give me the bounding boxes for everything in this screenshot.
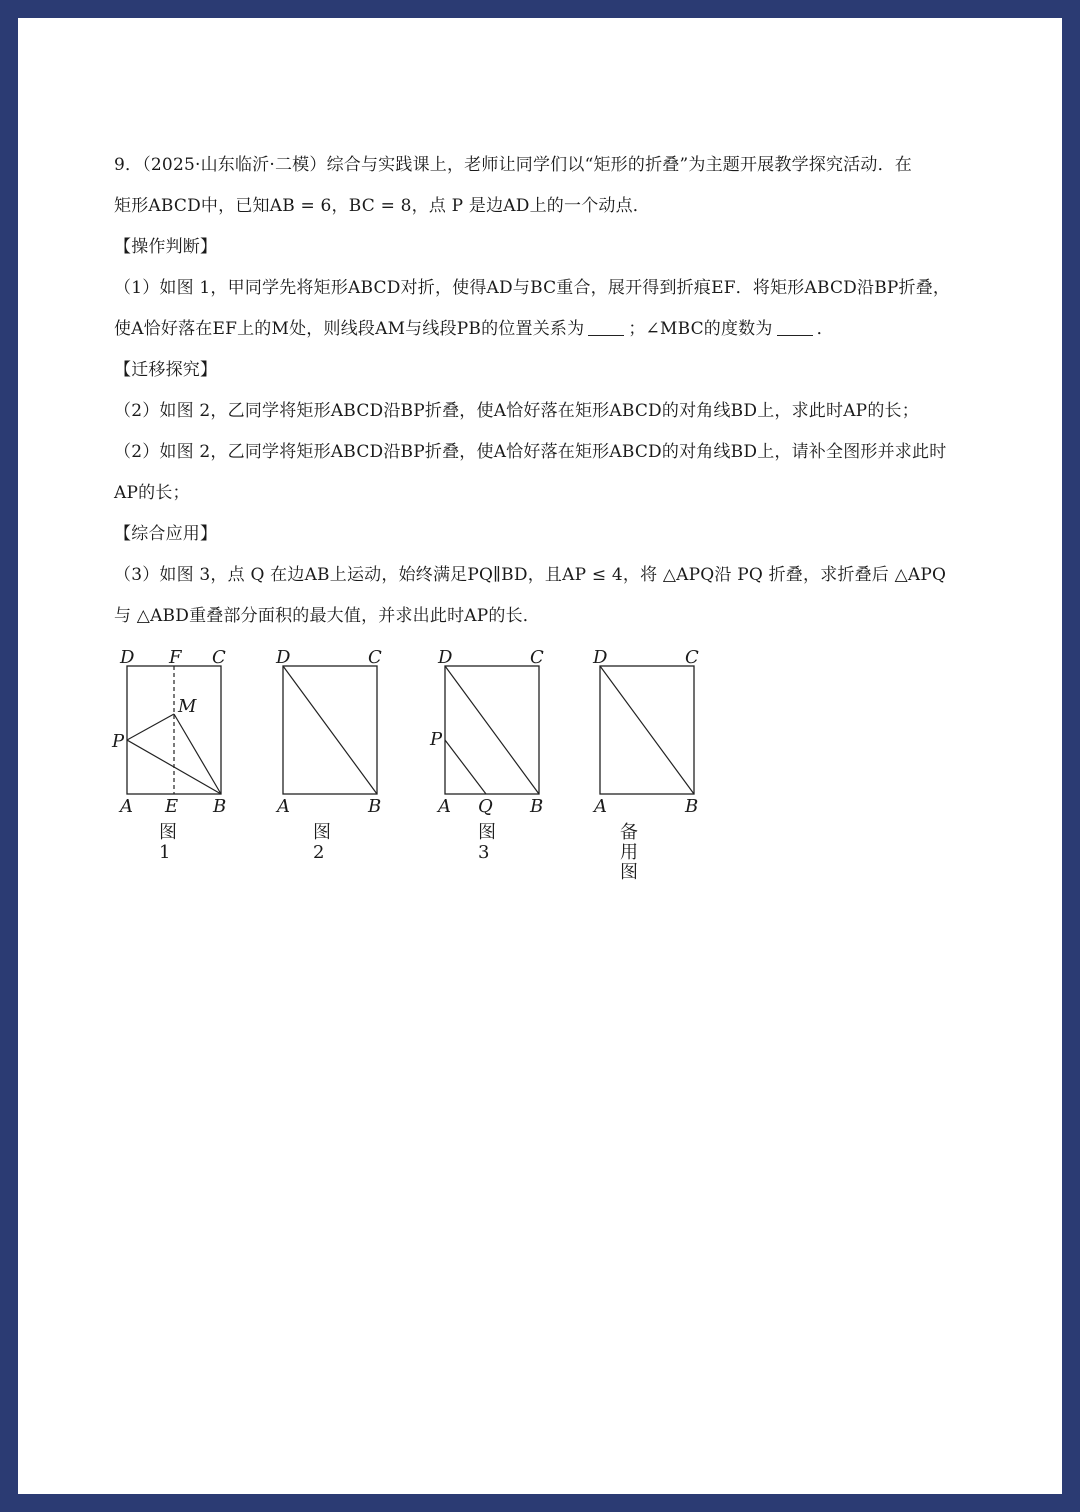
problem-line-part2-c: AP的长； bbox=[114, 483, 190, 503]
fig3-caption: 图3 bbox=[478, 822, 496, 863]
problem-line-part3-b: 与 △ABD重叠部分面积的最大值，并求出此时AP的长． bbox=[114, 606, 540, 626]
fig1-caption: 图1 bbox=[159, 822, 177, 863]
fig1-label-f: F bbox=[169, 647, 182, 668]
fig4-label-a: A bbox=[594, 796, 607, 817]
part1-text-a: 使A恰好落在EF上的M处，则线段AM与线段PB的位置关系为 bbox=[114, 319, 585, 339]
part1-text-b: ；∠MBC的度数为 bbox=[628, 319, 773, 339]
fig1-label-c: C bbox=[212, 647, 226, 668]
fig1-label-m: M bbox=[178, 696, 197, 717]
problem-line-part3-a: （3）如图 3，点 Q 在边AB上运动，始终满足PQ∥BD，且AP ≤ 4，将 △APQ沿 PQ 折叠，求折叠后 △APQ bbox=[114, 565, 947, 585]
fig4-label-c: C bbox=[685, 647, 699, 668]
fig4-caption: 备用图 bbox=[620, 822, 638, 883]
part1-text-c: ． bbox=[816, 319, 834, 339]
fig2-label-b: B bbox=[368, 796, 382, 817]
fig3-label-a: A bbox=[438, 796, 451, 817]
fig1-label-d: D bbox=[120, 647, 135, 668]
problem-line-part2-b: （2）如图 2，乙同学将矩形ABCD沿BP折叠，使A恰好落在矩形ABCD的对角线BD上，请补全图形并求此时 bbox=[114, 442, 947, 462]
fig2-label-a: A bbox=[277, 796, 290, 817]
section-heading-application: 【综合应用】 bbox=[114, 524, 218, 544]
fig2-label-d: D bbox=[276, 647, 291, 668]
document-page bbox=[18, 18, 1062, 1494]
problem-line-2: 矩形ABCD中，已知AB = 6，BC = 8，点 P 是边AD上的一个动点． bbox=[114, 196, 650, 216]
fig3-label-d: D bbox=[438, 647, 453, 668]
section-heading-operation: 【操作判断】 bbox=[114, 237, 218, 257]
fig1-label-a: A bbox=[120, 796, 133, 817]
fig3-label-c: C bbox=[530, 647, 544, 668]
fig1-label-e: E bbox=[165, 796, 179, 817]
fig4-label-b: B bbox=[685, 796, 699, 817]
fig3-label-q: Q bbox=[478, 796, 493, 817]
problem-line-1: 9．（2025·山东临沂·二模）综合与实践课上，老师让同学们以“矩形的折叠”为主题开展教学探究活动．在 bbox=[114, 155, 912, 175]
fig1-label-b: B bbox=[213, 796, 227, 817]
fig4-label-d: D bbox=[593, 647, 608, 668]
fig2-caption: 图2 bbox=[313, 822, 331, 863]
fig2-label-c: C bbox=[368, 647, 382, 668]
fig1-label-p: P bbox=[112, 731, 125, 752]
fig3-label-b: B bbox=[530, 796, 544, 817]
section-heading-transfer: 【迁移探究】 bbox=[114, 360, 218, 380]
problem-line-part2-a: （2）如图 2，乙同学将矩形ABCD沿BP折叠，使A恰好落在矩形ABCD的对角线BD上，求此时AP的长； bbox=[114, 401, 919, 421]
figure-spare-drawing bbox=[18, 18, 1062, 1494]
problem-line-part1-a: （1）如图 1，甲同学先将矩形ABCD对折，使得AD与BC重合，展开得到折痕EF．将矩形ABCD沿BP折叠， bbox=[114, 278, 951, 298]
fig3-label-p: P bbox=[430, 729, 443, 750]
